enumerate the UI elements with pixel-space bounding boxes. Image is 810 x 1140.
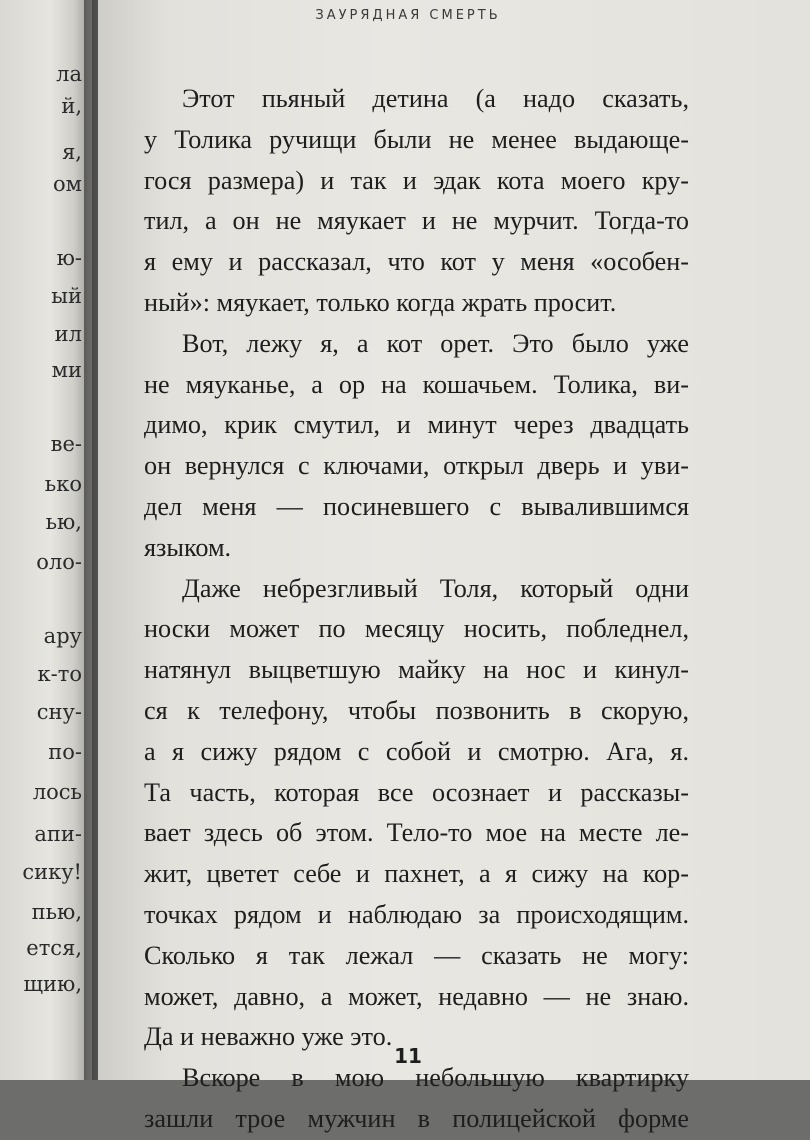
left-page-fragment: ве- [50,432,82,456]
left-page-fragment: ью, [45,510,82,534]
right-page [98,0,810,1133]
text-line: Даже небрезгливый Толя, который одни [182,573,689,603]
text-line: ный»: мяукает, только когда жрать просит. [144,287,617,317]
left-page-fragment: ил [54,322,82,346]
left-page-fragment: ми [51,358,82,382]
left-page-fragment: ару [43,624,82,648]
text-line: гося размера) и так и эдак кота моего кру- [144,165,689,195]
text-line: точках рядом и наблюдаю за происходящим. [144,899,689,929]
text-line: Вскоре в мою небольшую квартирку [182,1063,689,1093]
body-text [144,79,689,1140]
left-page-fragment: сику! [22,860,82,884]
text-line: Та часть, которая все осознает и рассказы- [144,777,689,807]
left-page-fragment: по- [48,740,82,764]
text-line: Этот пьяный детина (а надо сказать, [182,84,689,113]
left-page-fragment: ется, [26,936,82,960]
text-line: ся к телефону, чтобы позвонить в скорую, [144,695,689,725]
left-page-fragment: ый [51,284,82,308]
left-page-edge [0,0,92,1080]
running-head: ЗАУРЯДНАЯ СМЕРТЬ [315,8,501,23]
text-line: жит, цветет себе и пахнет, а я сижу на кор- [144,859,689,889]
text-line: Сколько я так лежал — сказать не могу: [144,940,689,970]
left-page-fragment: лось [32,780,82,804]
text-line: зашли трое мужчин в полицейской форме [144,1103,689,1133]
text-line: не мяуканье, а ор на кошачьем. Толика, ви- [144,369,689,399]
text-line: я ему и рассказал, что кот у меня «особен- [144,247,689,277]
left-page-fragment: апи- [34,822,82,846]
text-line: носки может по месяцу носить, побледнел, [144,614,689,644]
text-line: языком. [144,532,232,562]
left-page-fragment: ю- [56,246,82,270]
text-line: дел меня — посиневшего с вывалившимся [144,491,689,521]
left-page-fragment: оло- [36,550,82,574]
left-page-fragment: ом [53,172,82,196]
text-line: димо, крик смутил, и минут через двадцать [144,410,689,440]
text-line: он вернулся с ключами, открыл дверь и уви- [144,451,689,481]
page-number: 11 [394,1044,422,1068]
text-line: тил, а он не мяукает и не мурчит. Тогда-то [144,206,689,236]
text-line: вает здесь об этом. Тело-то мое на месте ле- [144,818,689,848]
text-line: а я сижу рядом с собой и смотрю. Ага, я. [144,736,689,766]
text-line: Вот, лежу я, а кот орет. Это было уже [182,328,689,358]
text-line: у Толика ручищи были не менее выдающе- [144,124,689,154]
text-line: может, давно, а может, недавно — не знаю. [144,981,689,1011]
left-page-fragment: я, [62,140,82,164]
left-page-fragment: сну- [36,700,82,724]
text-line: Да и неважно уже это. [144,1022,393,1052]
left-page-fragment: ько [44,472,82,496]
text-line: натянул выцветшую майку на нос и кинул- [144,655,689,685]
left-page-fragment: к-то [37,662,82,686]
left-page-fragment: й, [61,94,82,118]
left-page-fragment: щию, [23,972,82,996]
left-page-fragment: пью, [31,900,82,924]
left-page-fragment: ла [56,62,82,86]
